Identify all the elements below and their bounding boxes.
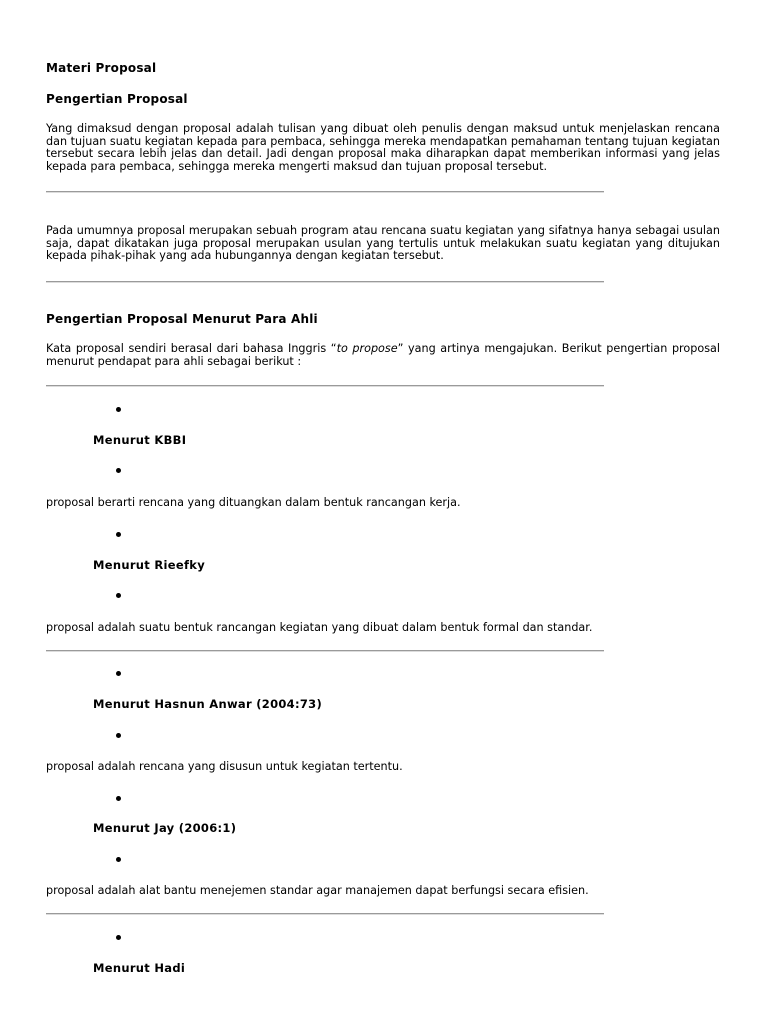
paragraph-definition: Yang dimaksud dengan proposal adalah tulisan yang dibuat oleh penulis dengan maksud untuk menjelaskan rencana dan tujuan suatu kegiatan kepada para pembaca, sehingga mereka mendapatkan pemahaman tentang tujuan kegiatan tersebut secara lebih jelas dan detail. Jadi dengan proposal maka diharapkan dapat memberikan informasi yang jelas kepada para pembaca, sehingga mereka mengerti maksud dan tujuan proposal tersebut. <box>46 122 720 173</box>
expert-title-kbbi: Menurut KBBI <box>93 433 187 447</box>
paragraph-general: Pada umumnya proposal merupakan sebuah program atau rencana suatu kegiatan yang sifatnya hanya sebagai usulan saja, dapat dikatakan juga proposal merupakan usulan yang tertulis untuk melakukan suatu kegiatan yang ditujukan kepada pihak-pihak yang ada hubungannya dengan kegiatan tersebut. <box>46 224 720 262</box>
bullet-icon <box>116 935 121 940</box>
expert-definition-hasnun-anwar: proposal adalah rencana yang disusun untuk kegiatan tertentu. <box>46 760 403 773</box>
horizontal-rule <box>46 650 604 652</box>
bullet-icon <box>116 593 121 598</box>
horizontal-rule <box>46 191 604 193</box>
expert-title-jay: Menurut Jay (2006:1) <box>93 821 237 835</box>
expert-title-rieefky: Menurut Rieefky <box>93 558 206 572</box>
expert-definition-kbbi: proposal berarti rencana yang dituangkan dalam bentuk rancangan kerja. <box>46 496 461 509</box>
bullet-icon <box>116 671 121 676</box>
expert-title-hasnun-anwar: Menurut Hasnun Anwar (2004:73) <box>93 697 323 711</box>
bullet-icon <box>116 796 121 801</box>
bullet-icon <box>116 532 121 537</box>
paragraph-etymology <box>46 343 720 368</box>
section-heading-ahli: Pengertian Proposal Menurut Para Ahli <box>46 312 318 326</box>
etymology-text-end: ” yang artinya mengajukan. Berikut pengertian proposal menurut pendapat para ahli sebagai berikut : <box>46 342 720 368</box>
horizontal-rule <box>46 281 604 283</box>
bullet-icon <box>116 733 121 738</box>
expert-title-hadi: Menurut Hadi <box>93 961 186 975</box>
etymology-text-start: Kata proposal sendiri berasal dari bahasa Inggris “ <box>46 342 337 355</box>
horizontal-rule <box>46 385 604 387</box>
section-heading-pengertian: Pengertian Proposal <box>46 92 188 106</box>
bullet-icon <box>116 857 121 862</box>
bullet-icon <box>116 468 121 473</box>
document-title: Materi Proposal <box>46 61 157 75</box>
bullet-icon <box>116 407 121 412</box>
expert-definition-rieefky: proposal adalah suatu bentuk rancangan kegiatan yang dibuat dalam bentuk formal dan standar. <box>46 621 593 634</box>
horizontal-rule <box>46 913 604 915</box>
etymology-italic-term: to propose <box>336 342 398 355</box>
expert-definition-jay: proposal adalah alat bantu menejemen standar agar manajemen dapat berfungsi secara efisien. <box>46 884 589 897</box>
